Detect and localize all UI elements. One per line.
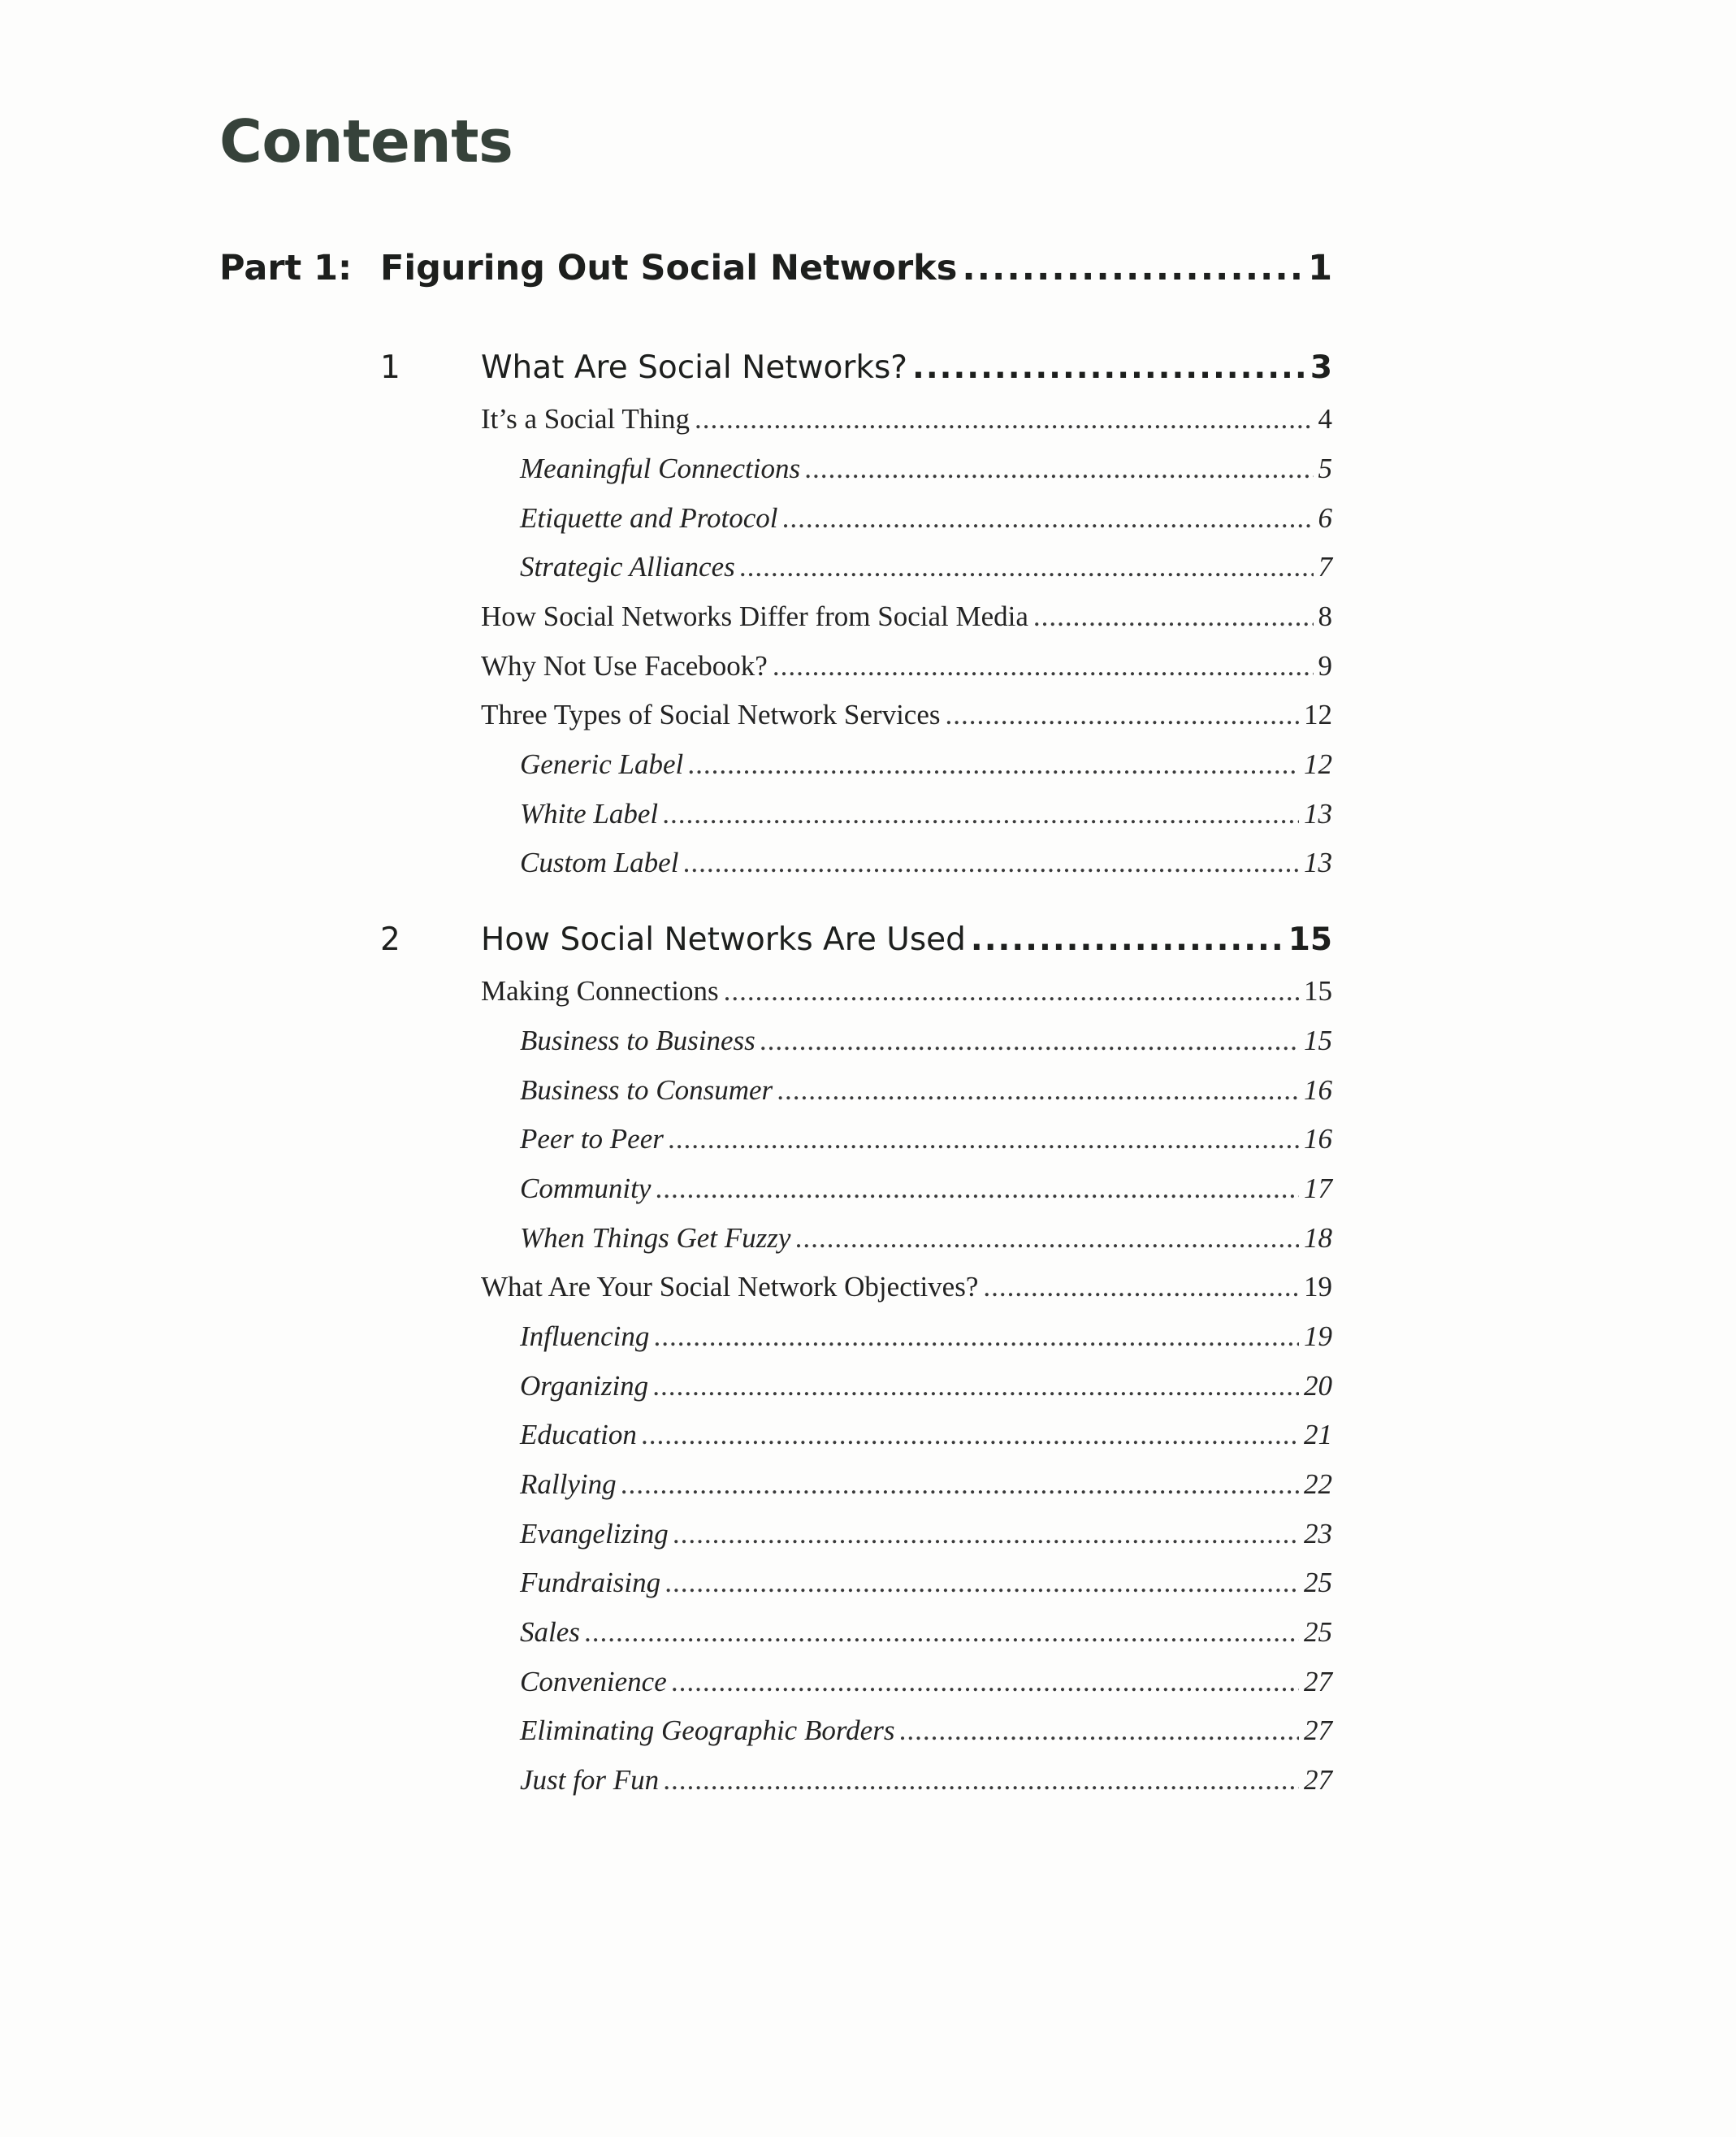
- leader-dots: [663, 798, 1299, 830]
- entry-title: Eliminating Geographic Borders: [520, 1714, 895, 1746]
- entry-page-number: 6: [1318, 502, 1332, 534]
- chapter-number: 2: [380, 921, 400, 958]
- entry-page-number: 15: [1304, 975, 1332, 1007]
- entry-title: Making Connections: [481, 975, 719, 1007]
- entry-page-number: 22: [1304, 1468, 1332, 1500]
- entry-page-number: 23: [1304, 1518, 1332, 1550]
- entry-title: What Are Your Social Network Objectives?: [481, 1271, 979, 1303]
- toc-subentry[interactable]: [520, 1173, 1332, 1205]
- toc-subentry[interactable]: [520, 1518, 1332, 1550]
- chapter-page-number: 15: [1288, 921, 1332, 958]
- leader-dots: [971, 921, 1284, 958]
- chapter-title-row: [481, 921, 1332, 958]
- leader-dots: [773, 650, 1314, 683]
- leader-dots: [740, 551, 1314, 583]
- toc-subentry[interactable]: [520, 1616, 1332, 1649]
- leader-dots: [962, 248, 1303, 288]
- entry-title: Business to Business: [520, 1025, 755, 1056]
- leader-dots: [912, 349, 1305, 386]
- toc-subentry[interactable]: [520, 1222, 1332, 1255]
- chapter-title: How Social Networks Are Used: [481, 921, 966, 958]
- entry-title: Convenience: [520, 1666, 667, 1697]
- toc-entry[interactable]: [481, 975, 1332, 1008]
- entry-title: Education: [520, 1419, 637, 1450]
- entry-page-number: 12: [1304, 699, 1332, 730]
- toc-subentry[interactable]: [520, 502, 1332, 535]
- entry-page-number: 25: [1304, 1567, 1332, 1598]
- leader-dots: [688, 748, 1299, 781]
- leader-dots: [777, 1074, 1299, 1107]
- part-title: Figuring Out Social Networks: [380, 248, 958, 288]
- page-title: Contents: [219, 107, 513, 176]
- part-label: Part 1:: [219, 248, 353, 288]
- toc-subentry[interactable]: [520, 1025, 1332, 1057]
- entry-page-number: 9: [1318, 650, 1332, 682]
- entry-title: White Label: [520, 798, 659, 830]
- leader-dots: [724, 975, 1299, 1008]
- entry-title: Community: [520, 1173, 652, 1204]
- entry-page-number: 27: [1304, 1764, 1332, 1796]
- toc-subentry[interactable]: [520, 1123, 1332, 1155]
- entry-title: Business to Consumer: [520, 1074, 773, 1106]
- leader-dots: [654, 1320, 1299, 1353]
- toc-entry[interactable]: [481, 403, 1332, 436]
- entry-page-number: 13: [1304, 847, 1332, 878]
- entry-page-number: 27: [1304, 1666, 1332, 1697]
- leader-dots: [664, 1764, 1299, 1797]
- part-title-row: [380, 248, 1332, 288]
- entry-title: When Things Get Fuzzy: [520, 1222, 791, 1254]
- entry-title: Rallying: [520, 1468, 617, 1500]
- entry-title: Just for Fun: [520, 1764, 660, 1796]
- entry-page-number: 20: [1304, 1370, 1332, 1402]
- leader-dots: [665, 1567, 1299, 1599]
- toc-subentry[interactable]: [520, 1370, 1332, 1402]
- toc-entry[interactable]: [481, 699, 1332, 731]
- chapter-2-entry[interactable]: [380, 921, 1332, 958]
- entry-page-number: 16: [1304, 1074, 1332, 1106]
- leader-dots: [653, 1370, 1299, 1402]
- entry-page-number: 8: [1318, 600, 1332, 632]
- entry-page-number: 25: [1304, 1616, 1332, 1648]
- toc-subentry[interactable]: [520, 1764, 1332, 1797]
- toc-subentry[interactable]: [520, 1567, 1332, 1599]
- toc-subentry[interactable]: [520, 1714, 1332, 1747]
- entry-page-number: 13: [1304, 798, 1332, 830]
- leader-dots: [805, 453, 1313, 485]
- chapter-title: What Are Social Networks?: [481, 349, 907, 386]
- chapter-title-row: [481, 349, 1332, 386]
- entry-title: Custom Label: [520, 847, 679, 878]
- leader-dots: [656, 1173, 1299, 1205]
- chapter-number: 1: [380, 349, 400, 386]
- leader-dots: [899, 1714, 1299, 1747]
- entry-page-number: 27: [1304, 1714, 1332, 1746]
- leader-dots: [946, 699, 1300, 731]
- entry-page-number: 12: [1304, 748, 1332, 780]
- leader-dots: [673, 1518, 1299, 1550]
- entry-page-number: 15: [1304, 1025, 1332, 1056]
- part-page-number: 1: [1308, 248, 1332, 288]
- toc-subentry[interactable]: [520, 748, 1332, 781]
- toc-entry[interactable]: [481, 650, 1332, 683]
- leader-dots: [983, 1271, 1299, 1303]
- leader-dots: [683, 847, 1299, 879]
- leader-dots: [621, 1468, 1299, 1501]
- toc-subentry[interactable]: [520, 453, 1332, 485]
- entry-title: How Social Networks Differ from Social Media: [481, 600, 1028, 632]
- leader-dots: [642, 1419, 1299, 1451]
- entry-title: Organizing: [520, 1370, 649, 1402]
- toc-subentry[interactable]: [520, 1419, 1332, 1451]
- entry-page-number: 16: [1304, 1123, 1332, 1155]
- entry-page-number: 21: [1304, 1419, 1332, 1450]
- toc-subentry[interactable]: [520, 1666, 1332, 1698]
- toc-subentry[interactable]: [520, 551, 1332, 583]
- leader-dots: [783, 502, 1314, 535]
- entry-page-number: 17: [1304, 1173, 1332, 1204]
- leader-dots: [760, 1025, 1299, 1057]
- entry-title: Evangelizing: [520, 1518, 669, 1550]
- entry-page-number: 18: [1304, 1222, 1332, 1254]
- leader-dots: [672, 1666, 1299, 1698]
- chapter-page-number: 3: [1310, 349, 1332, 386]
- part-1-entry[interactable]: [219, 248, 1332, 297]
- entry-title: Sales: [520, 1616, 580, 1648]
- toc-subentry[interactable]: [520, 1074, 1332, 1107]
- entry-page-number: 7: [1318, 551, 1332, 583]
- entry-title: Etiquette and Protocol: [520, 502, 778, 534]
- toc-entry[interactable]: [481, 600, 1332, 633]
- chapter-1-entry[interactable]: [380, 349, 1332, 386]
- entry-title: Strategic Alliances: [520, 551, 735, 583]
- toc-subentry[interactable]: [520, 798, 1332, 830]
- leader-dots: [695, 403, 1314, 436]
- entry-page-number: 5: [1318, 453, 1332, 484]
- entry-title: Influencing: [520, 1320, 650, 1352]
- leader-dots: [669, 1123, 1299, 1155]
- toc-subentry[interactable]: [520, 847, 1332, 879]
- entry-page-number: 19: [1304, 1320, 1332, 1352]
- leader-dots: [585, 1616, 1299, 1649]
- toc-entry[interactable]: [481, 1271, 1332, 1303]
- entry-title: Fundraising: [520, 1567, 661, 1598]
- entry-page-number: 4: [1318, 403, 1332, 435]
- entry-title: Why Not Use Facebook?: [481, 650, 768, 682]
- leader-dots: [795, 1222, 1299, 1255]
- entry-title: Meaningful Connections: [520, 453, 801, 484]
- toc-subentry[interactable]: [520, 1468, 1332, 1501]
- entry-page-number: 19: [1304, 1271, 1332, 1303]
- entry-title: Generic Label: [520, 748, 684, 780]
- entry-title: Three Types of Social Network Services: [481, 699, 941, 730]
- leader-dots: [1033, 600, 1314, 633]
- entry-title: It’s a Social Thing: [481, 403, 690, 435]
- toc-subentry[interactable]: [520, 1320, 1332, 1353]
- entry-title: Peer to Peer: [520, 1123, 664, 1155]
